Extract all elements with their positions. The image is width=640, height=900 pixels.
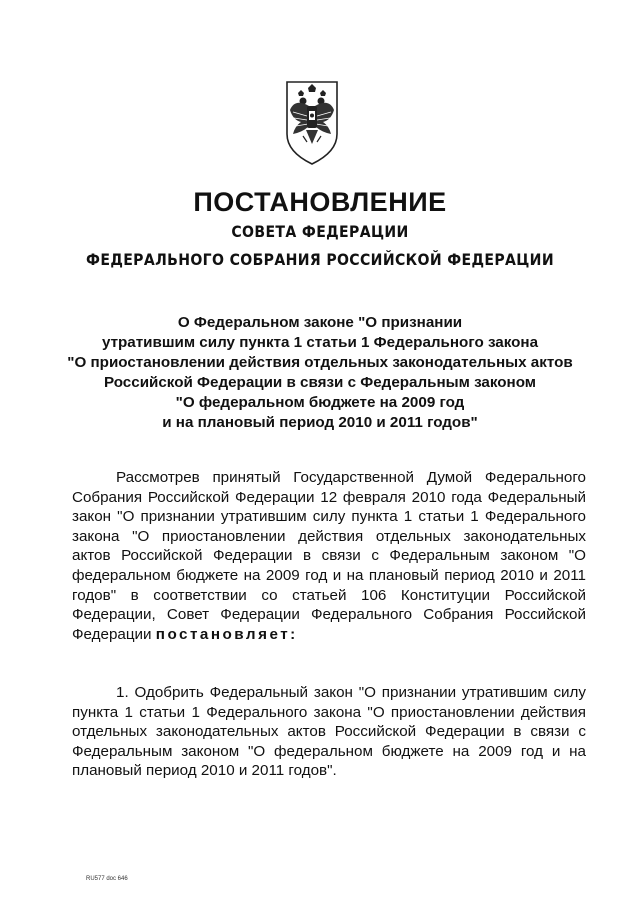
- document-header: [0, 186, 640, 274]
- subject-line: О Федеральном законе "О признании: [177, 314, 463, 331]
- item-1-text: 1. Одобрить Федеральный закон "О признании утратившим силу пункта 1 статьи 1 Федерального закона "О приостановлении действия отдельных законодательных актов Российской Федерации в связи с Федеральным законом "О федеральном бюджете на 2009 год и на плановый период 2010 и 2011 годов".: [72, 684, 586, 780]
- subject-line: "О федеральном бюджете на 2009 год: [175, 394, 465, 411]
- preamble-text: Рассмотрев принятый Государственной Думой Федерального Собрания Российской Федерации 12 февраля 2010 года Федеральный закон "О признании утратившим силу пункта 1 статьи 1 Федерального закона "О приостановлении действия отдельных законодательных актов Российской Федерации в связи с Федеральным законом "О федеральном бюджете на 2009 год и на плановый период 2010 и 2011 годов" в соответствии со статьей 106 Конституции Российской Федерации, Совет Федерации Федерального Собрания Российской Федерации: [72, 469, 586, 643]
- preamble-paragraph: [72, 468, 586, 644]
- decree-word: постановляет:: [155, 625, 298, 643]
- document-code: RU577 doc 646: [86, 876, 128, 882]
- document-title: ПОСТАНОВЛЕНИЕ: [193, 187, 447, 217]
- subject-line: "О приостановлении действия отдельных законодательных актов: [67, 354, 573, 371]
- issuer-line-1: СОВЕТА ФЕДЕРАЦИИ: [231, 222, 409, 241]
- item-1-paragraph: [72, 683, 586, 781]
- issuer-line-2: ФЕДЕРАЛЬНОГО СОБРАНИЯ РОССИЙСКОЙ ФЕДЕРАЦИИ: [86, 250, 554, 269]
- subject-line: и на плановый период 2010 и 2011 годов": [162, 414, 478, 431]
- subject-line: утратившим силу пункта 1 статьи 1 Федерального закона: [101, 334, 539, 351]
- resolution-subject: [60, 313, 580, 433]
- coat-of-arms-emblem: [281, 76, 343, 168]
- subject-line: Российской Федерации в связи с Федеральным законом: [103, 374, 537, 391]
